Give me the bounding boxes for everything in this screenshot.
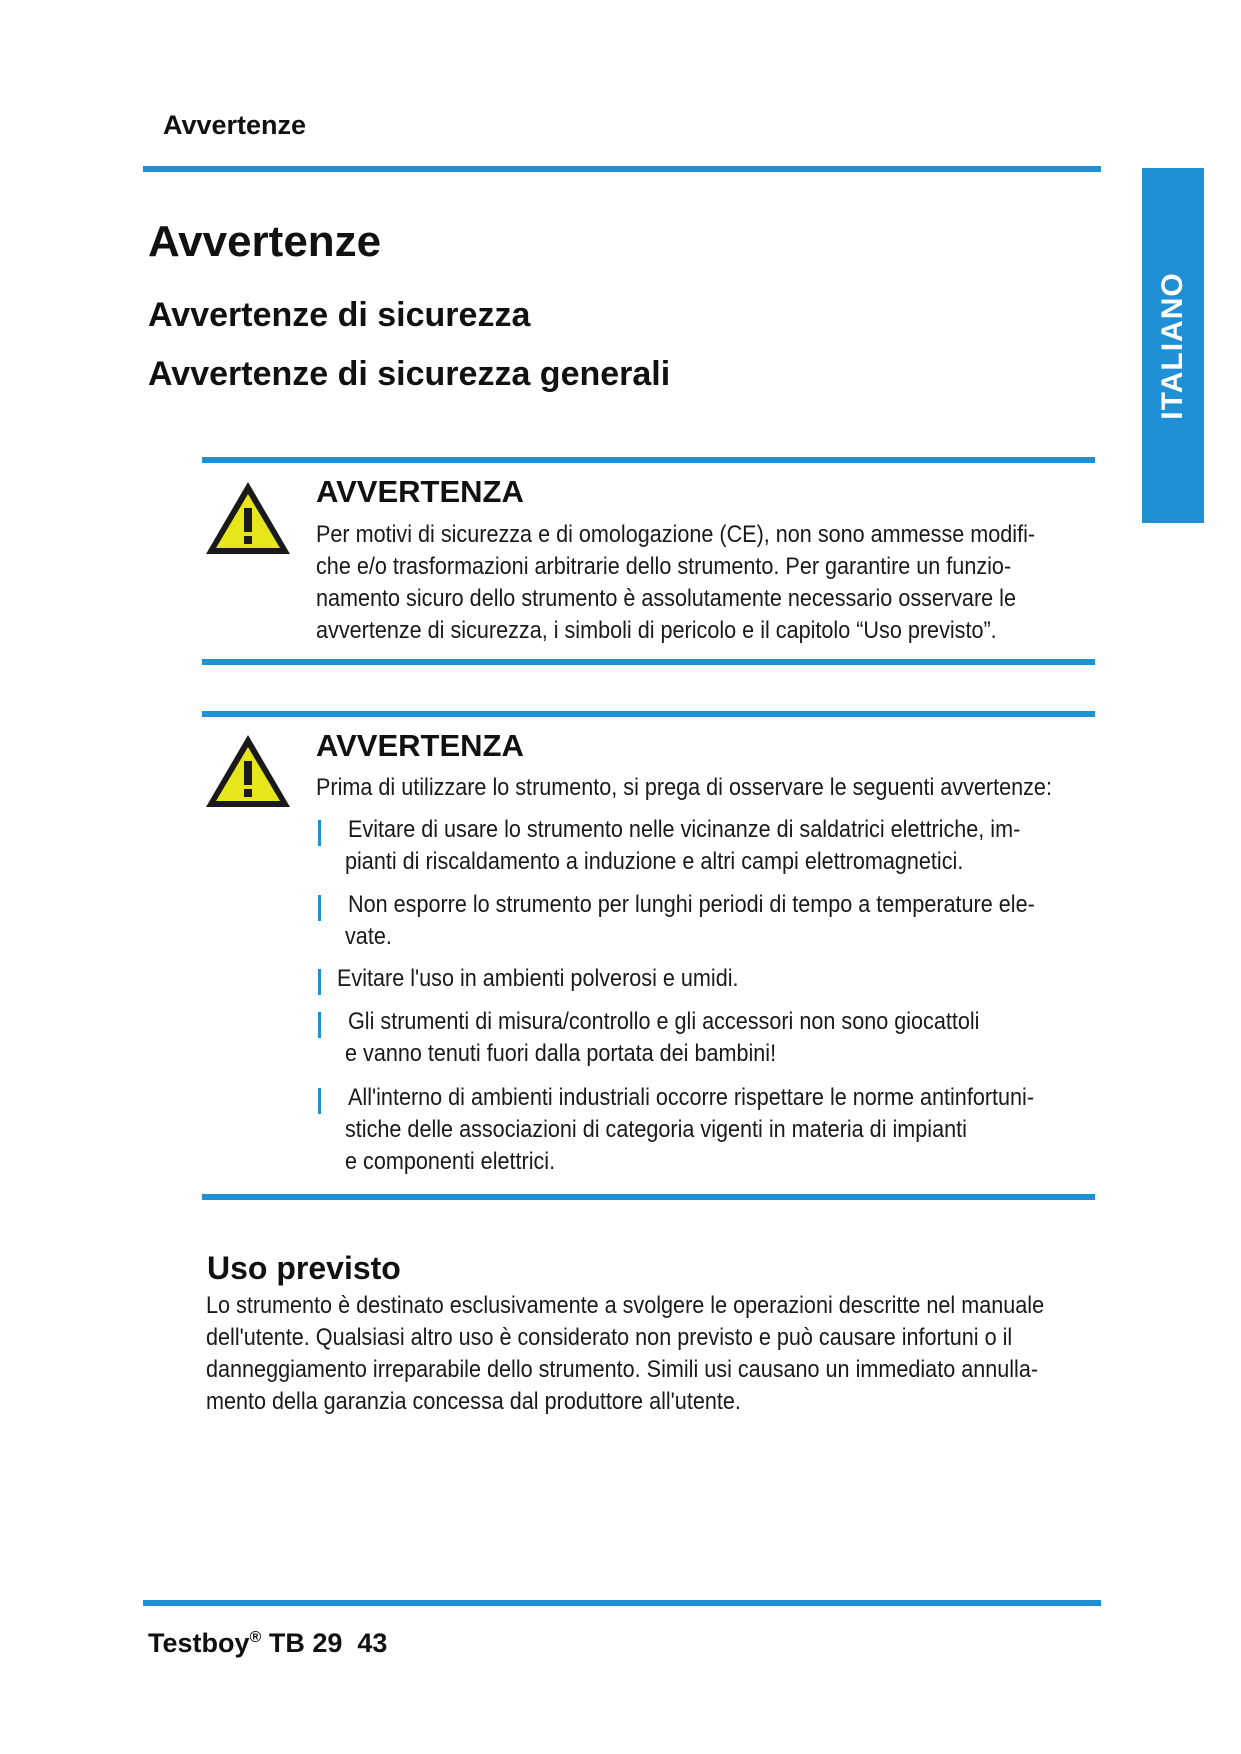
warning1-line: che e/o trasformazioni arbitrarie dello strumento. Per garantire un funzio- bbox=[316, 553, 1012, 580]
registered-mark: ® bbox=[249, 1629, 262, 1646]
warning2-bullet bbox=[348, 814, 1020, 846]
warning2-intro: Prima di utilizzare lo strumento, si prega di osservare le seguenti avvertenze: bbox=[316, 774, 1052, 801]
warning1-text bbox=[316, 519, 1035, 647]
warning2-bullet-continuation bbox=[345, 1038, 776, 1070]
warning1-line: namento sicuro dello strumento è assolutamente necessario osservare le bbox=[316, 585, 1016, 612]
language-tab bbox=[1142, 168, 1204, 523]
warning2-bullet bbox=[348, 1006, 979, 1038]
bullet-line: Non esporre lo strumento per lunghi periodi di tempo a temperature ele- bbox=[348, 891, 1035, 918]
section-title-safety: Avvertenze di sicurezza bbox=[148, 296, 531, 334]
intended-use-line: dell'utente. Qualsiasi altro uso è considerato non previsto e può causare infortuni o il bbox=[206, 1324, 1013, 1351]
intended-use-line: mento della garanzia concessa dal produttore all'utente. bbox=[206, 1388, 741, 1415]
bullet-line: Evitare di usare lo strumento nelle vicinanze di saldatrici elettriche, im- bbox=[348, 816, 1021, 843]
warning1-title: AVVERTENZA bbox=[316, 474, 524, 509]
intended-use-line: Lo strumento è destinato esclusivamente a svolgere le operazioni descritte nel manuale bbox=[206, 1292, 1045, 1319]
warning1-line: Per motivi di sicurezza e di omologazione (CE), non sono ammesse modifi- bbox=[316, 521, 1036, 548]
warning2-title: AVVERTENZA bbox=[316, 728, 524, 763]
bullet-line: Evitare l'uso in ambienti polverosi e umidi. bbox=[337, 965, 739, 992]
warning1-top-rule bbox=[202, 457, 1095, 463]
warning1-line: avvertenze di sicurezza, i simboli di pericolo e il capitolo “Uso previsto”. bbox=[316, 617, 997, 644]
bullet-marker bbox=[318, 820, 321, 846]
page-number: 43 bbox=[357, 1628, 388, 1658]
running-header: Avvertenze bbox=[163, 110, 307, 140]
footer-brand: Testboy bbox=[148, 1628, 250, 1658]
bullet-line: vate. bbox=[345, 923, 392, 950]
header-rule bbox=[143, 166, 1101, 172]
warning2-bullet-continuation bbox=[345, 921, 392, 953]
language-tab-label: ITALIANO bbox=[1156, 271, 1189, 420]
bullet-marker bbox=[318, 1012, 321, 1038]
bullet-line: e vanno tenuti fuori dalla portata dei bambini! bbox=[345, 1040, 777, 1067]
warning2-top-rule bbox=[202, 711, 1095, 717]
warning-triangle-icon bbox=[203, 478, 293, 558]
footer-model: TB 29 bbox=[268, 1628, 343, 1658]
bullet-line: All'interno di ambienti industriali occorre rispettare le norme antinfortuni- bbox=[348, 1084, 1035, 1111]
warning2-bullet bbox=[348, 889, 1035, 921]
warning2-bullet bbox=[348, 1082, 1034, 1114]
bullet-marker bbox=[318, 969, 321, 995]
warning2-bullet bbox=[337, 963, 739, 995]
bullet-line: stiche delle associazioni di categoria vigenti in materia di impianti bbox=[345, 1116, 967, 1143]
section-title-general-safety: Avvertenze di sicurezza generali bbox=[148, 355, 671, 393]
warning2-bottom-rule bbox=[202, 1194, 1095, 1200]
bullet-line: e componenti elettrici. bbox=[345, 1148, 556, 1175]
section-title-intended-use: Uso previsto bbox=[207, 1250, 401, 1286]
warning2-bullet-continuation bbox=[345, 1114, 967, 1178]
warning2-bullet-continuation bbox=[345, 846, 963, 878]
bullet-line: Gli strumenti di misura/controllo e gli accessori non sono giocattoli bbox=[348, 1008, 980, 1035]
footer-rule bbox=[143, 1600, 1101, 1606]
page-title: Avvertenze bbox=[148, 217, 382, 266]
intended-use-text bbox=[206, 1290, 1044, 1418]
warning1-bottom-rule bbox=[202, 659, 1095, 665]
bullet-marker bbox=[318, 1088, 321, 1114]
bullet-marker bbox=[318, 895, 321, 921]
bullet-line: pianti di riscaldamento a induzione e altri campi elettromagnetici. bbox=[345, 848, 964, 875]
intended-use-line: danneggiamento irreparabile dello strumento. Simili usi causano un immediato annulla- bbox=[206, 1356, 1039, 1383]
footer bbox=[148, 1628, 387, 1659]
warning-triangle-icon bbox=[203, 731, 293, 811]
